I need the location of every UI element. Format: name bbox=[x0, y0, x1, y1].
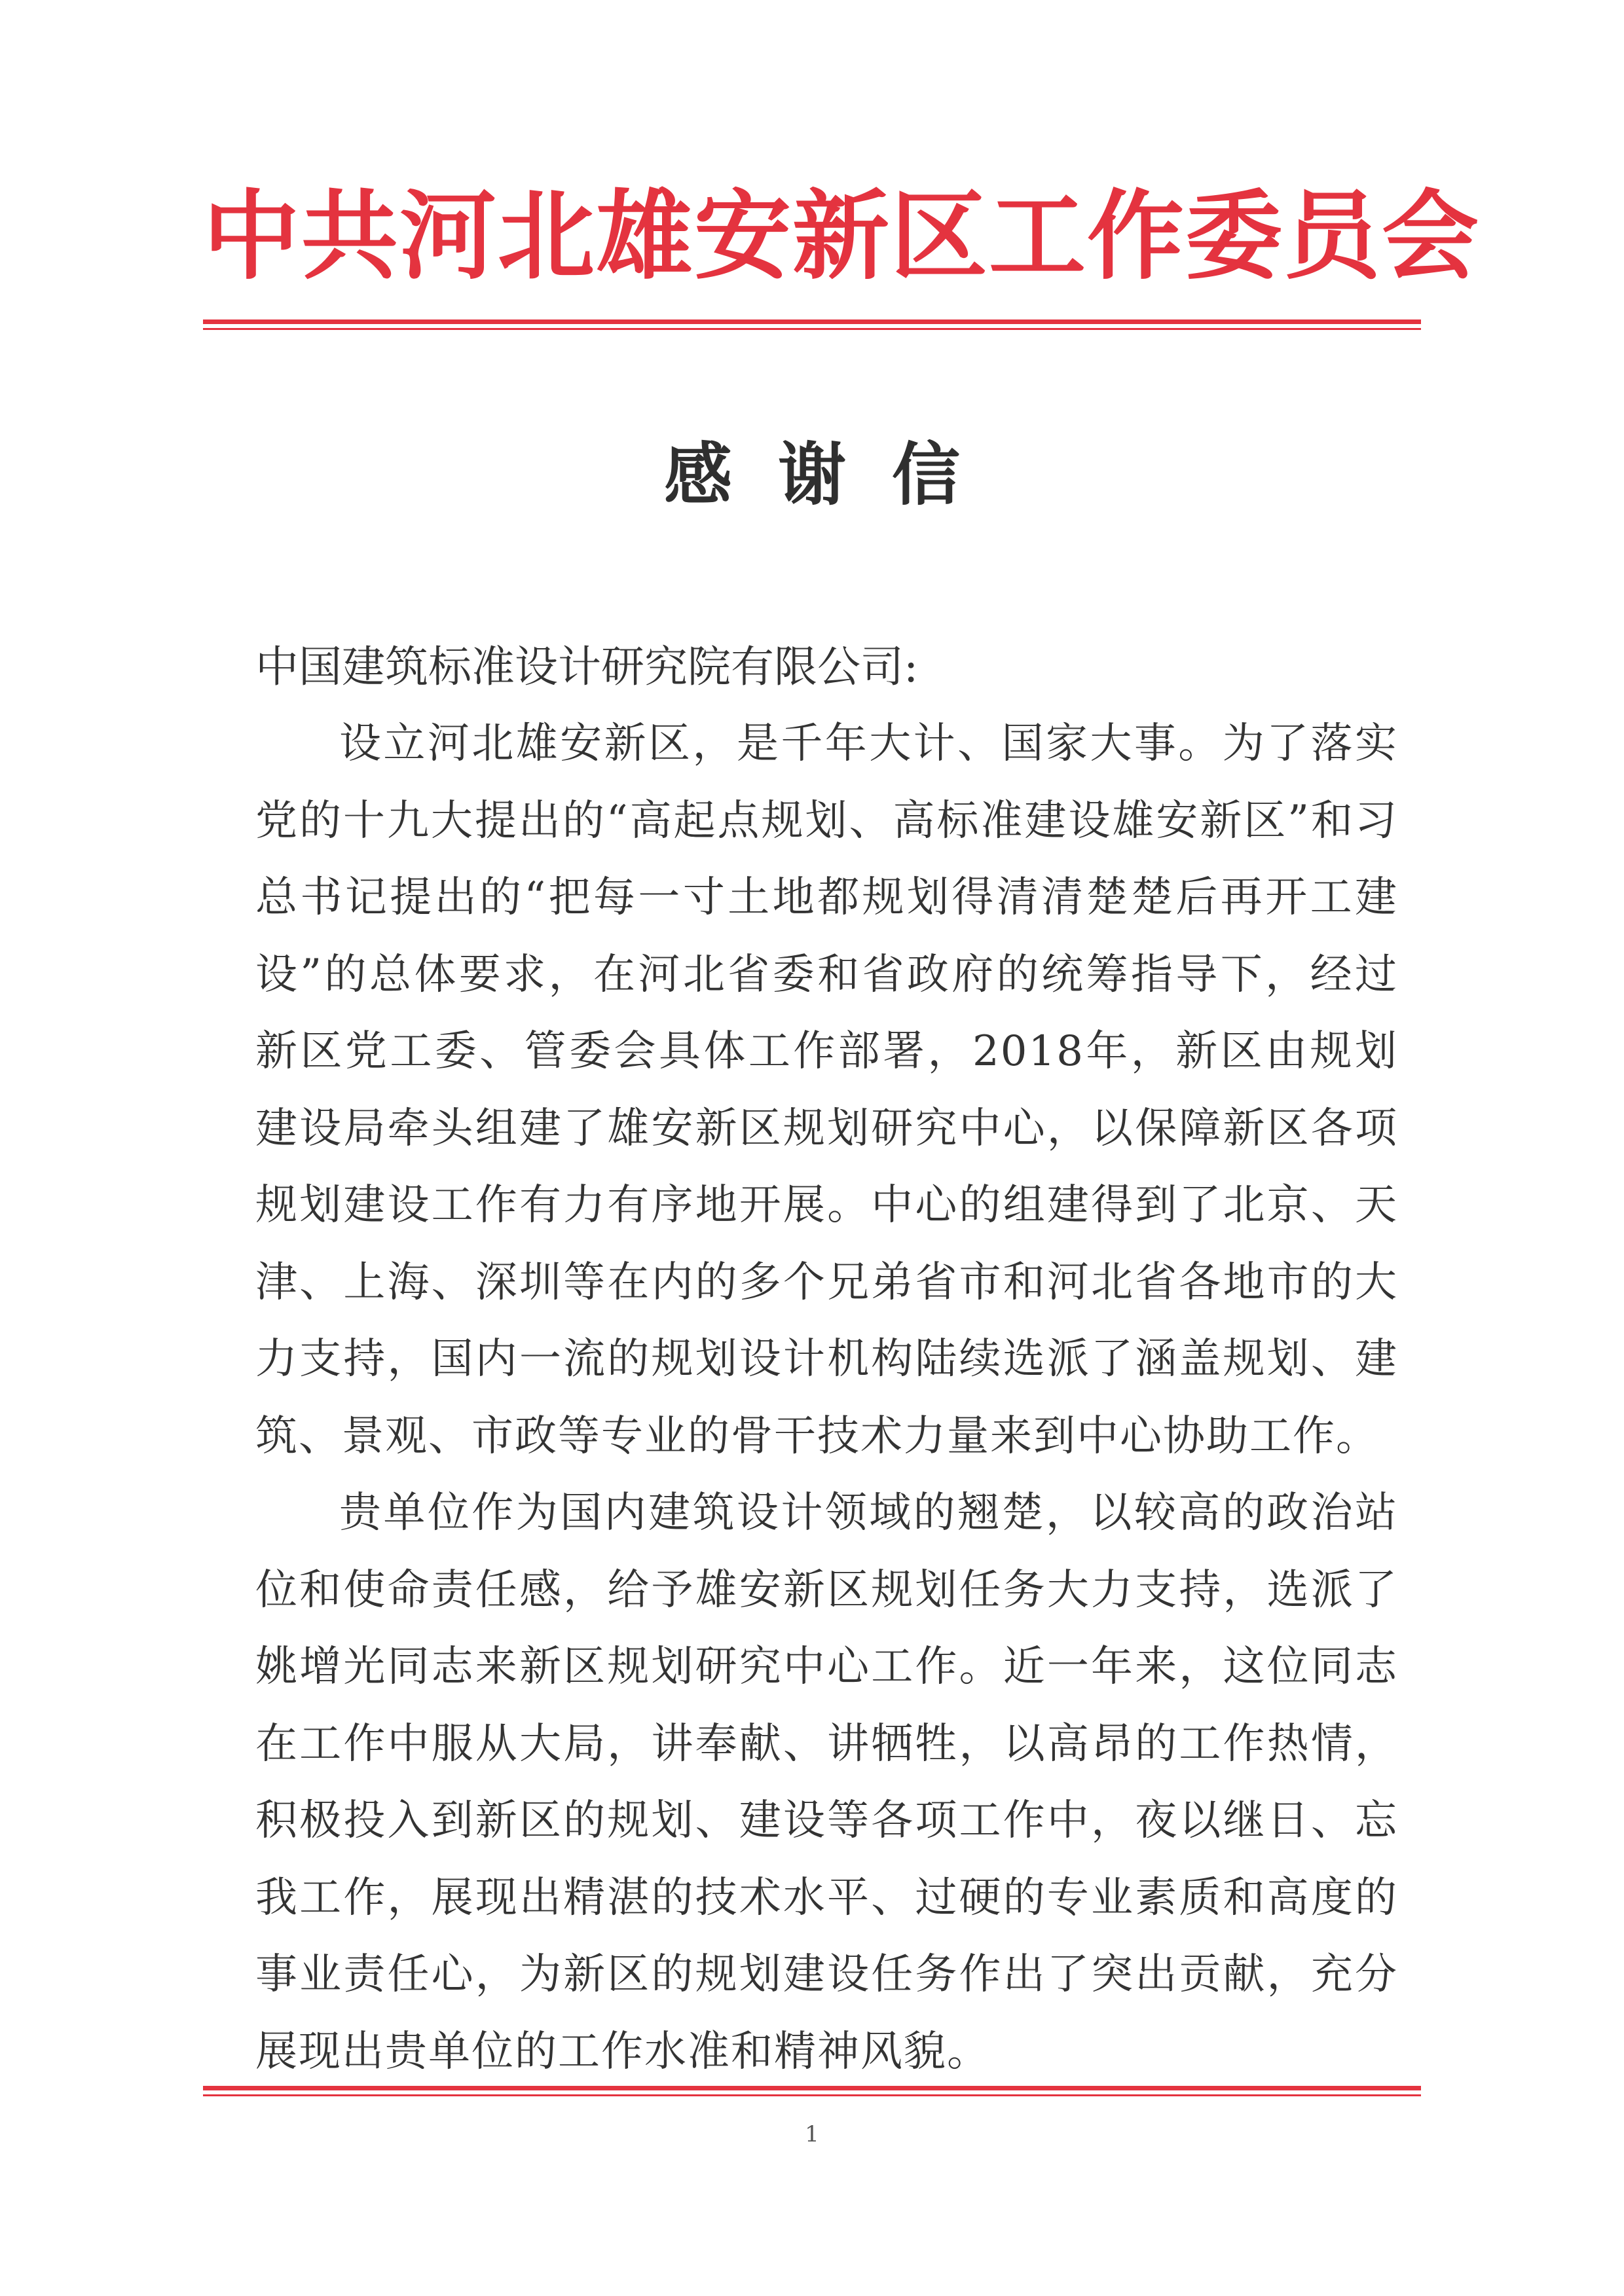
salutation: 中国建筑标准设计研究院有限公司: bbox=[255, 642, 919, 692]
divider-thin-line bbox=[203, 328, 1421, 330]
footer-divider bbox=[203, 2086, 1421, 2096]
divider-thick-line bbox=[203, 319, 1421, 324]
divider-thick-line bbox=[203, 2086, 1421, 2090]
document-title: 感谢信 bbox=[663, 434, 1006, 515]
body-paragraph-2: 贵单位作为国内建筑设计领域的翘楚，以较高的政治站位和使命责任感，给予雄安新区规划任务大力支持，选派了姚增光同志来新区规划研究中心工作。近一年来，这位同志在工作中服从大局，讲奉献、讲牺牲，以高昂的工作热情，积极投入到新区的规划、建设等各项工作中，夜以继日、忘我工作，展现出精湛的技术水平、过硬的专业素质和高度的事业责任心，为新区的规划建设任务作出了突出贡献，充分展现出贵单位的工作水准和精神风貌。 bbox=[255, 1489, 1398, 2076]
letterhead-title: 中共河北雄安新区工作委员会 bbox=[203, 179, 1480, 293]
letterhead-divider bbox=[203, 319, 1421, 330]
letter-body bbox=[255, 706, 1398, 2090]
divider-thin-line bbox=[203, 2094, 1421, 2096]
page-number: 1 bbox=[805, 2121, 819, 2147]
body-paragraph-1: 设立河北雄安新区，是千年大计、国家大事。为了落实党的十九大提出的“高起点规划、高标准建设雄安新区”和习总书记提出的“把每一寸土地都规划得清清楚楚后再开工建设”的总体要求，在河北省委和省政府的统筹指导下，经过新区党工委、管委会具体工作部署，2018年，新区由规划建设局牵头组建了雄安新区规划研究中心，以保障新区各项规划建设工作有力有序地开展。中心的组建得到了北京、天津、上海、深圳等在内的多个兄弟省市和河北省各地市的大力支持，国内一流的规划设计机构陆续选派了涵盖规划、建筑、景观、市政等专业的骨干技术力量来到中心协助工作。 bbox=[255, 720, 1398, 1461]
